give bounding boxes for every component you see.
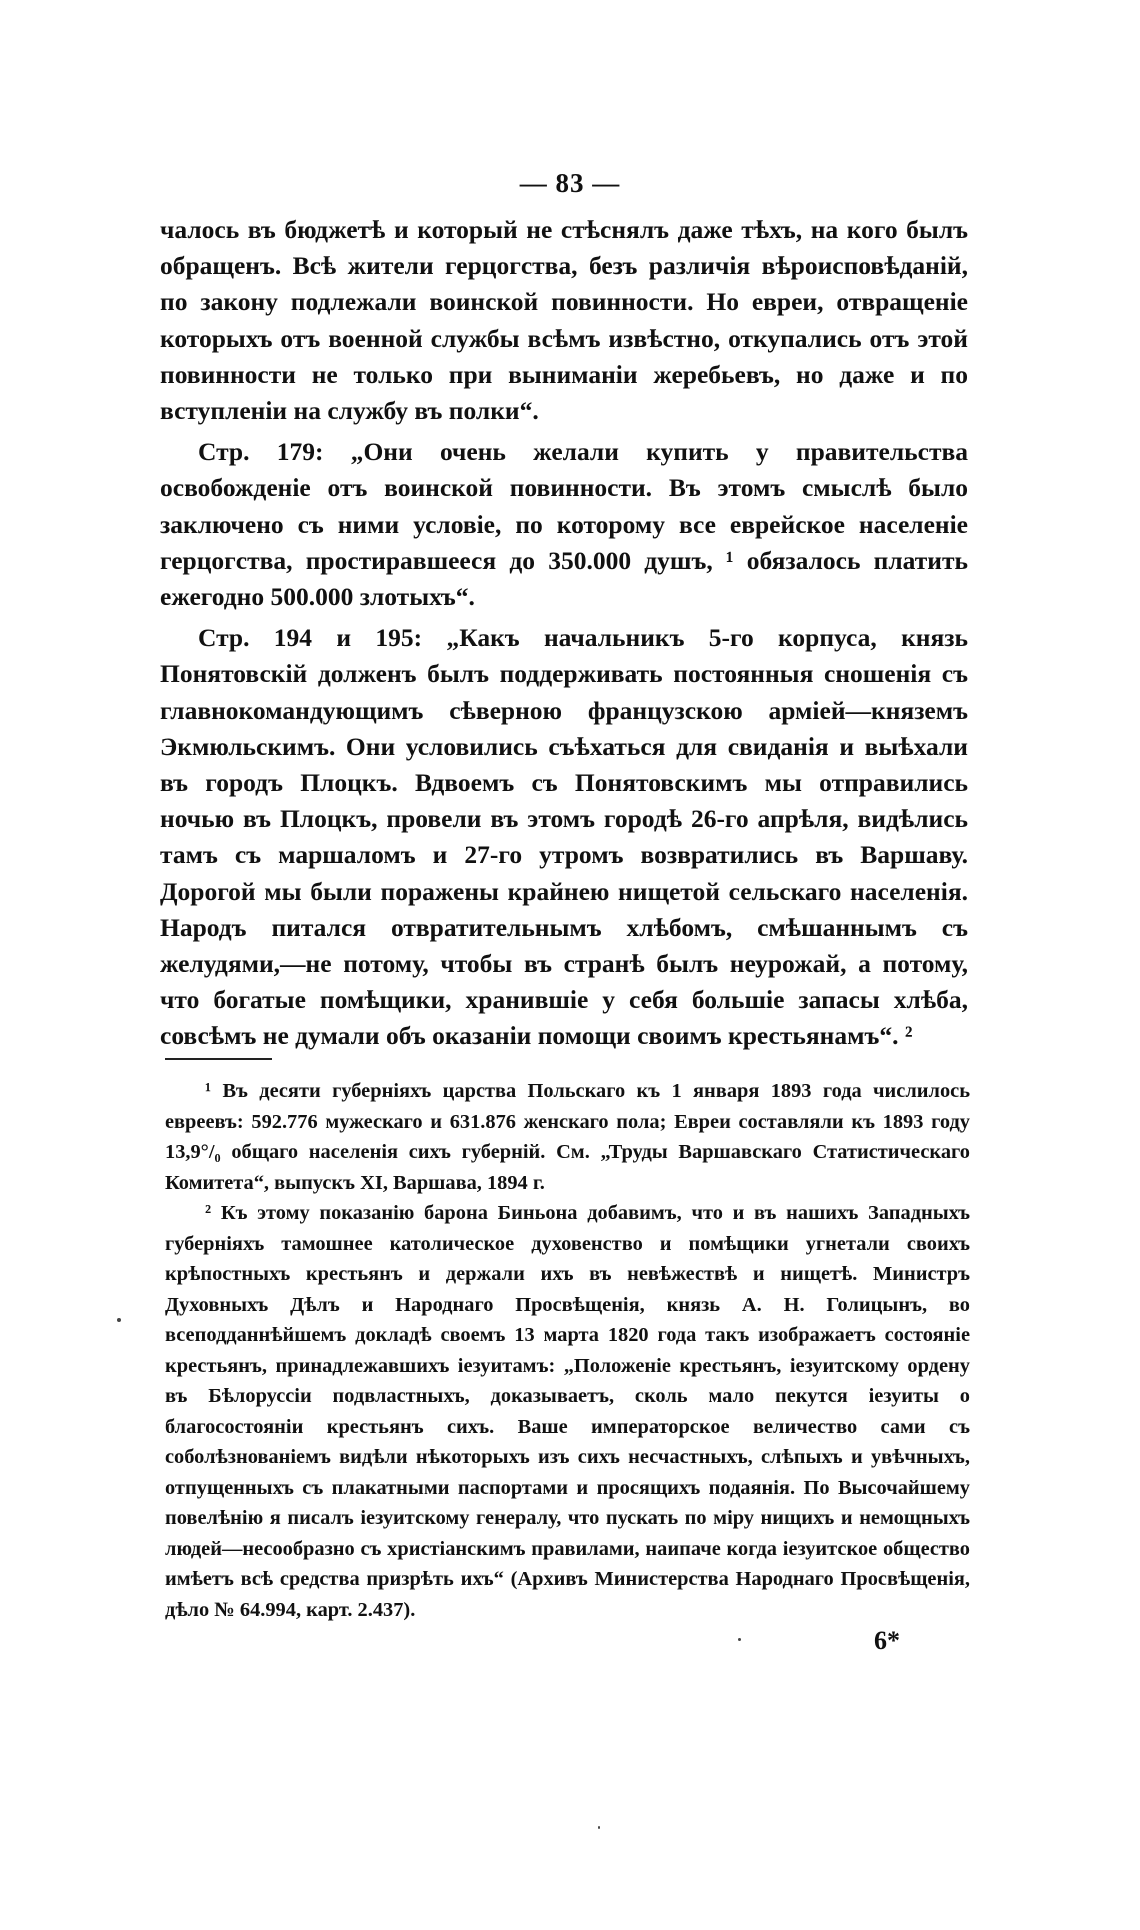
signature-mark: 6* — [874, 1626, 900, 1655]
paper-speck — [598, 1826, 600, 1829]
paragraph: Стр. 194 и 195: „Какъ начальникъ 5-го корпуса, князь Понятовскій долженъ былъ поддерживать постоянныя сношенія съ главнокомандующимъ сѣверною французскою арміей—княземъ Экмюльскимъ. Они условились съѣхаться для свиданія и выѣхали въ городъ Плоцкъ. Вдвоемъ съ Понятовскимъ мы отправились ночью въ Плоцкъ, провели въ этомъ городѣ 26-го апрѣля, видѣлись тамъ съ маршаломъ и 27-го утромъ возвратились въ Варшаву. Дорогой мы были поражены крайнею нищетой сельскаго населенія. Народъ питался отвратительнымъ хлѣбомъ, смѣшаннымъ съ желудями,—не потому, чтобы въ странѣ былъ неурожай, а потому, что богатые помѣщики, хранившіе у себя большіе запасы хлѣба, совсѣмъ не думали объ оказаніи помощи своимъ крестьянамъ“. ² — [160, 623, 968, 1051]
page-number: — 83 — — [519, 168, 621, 198]
footnote: ² Къ этому показанію барона Биньона добавимъ, что и въ нашихъ Западныхъ губерніяхъ тамошнее католическое духовенство и помѣщики угнетали своихъ крѣпостныхъ крестьянъ и держали ихъ въ невѣжествѣ и нищетѣ. Министръ Духовныхъ Дѣлъ и Народнаго Просвѣщенія, князь А. Н. Голицынъ, во всеподданнѣйшемъ докладѣ своемъ 13 марта 1820 года такъ изображаетъ состояніе крестьянъ, принадлежавшихъ іезуитамъ: „Положеніе крестьянъ, іезуитскому ордену въ Бѣлоруссіи подвластныхъ, доказываетъ, сколь мало пекутся іезуиты о благосостояніи крестьянъ сихъ. Ваше императорское величество сами съ соболѣзнованіемъ видѣли нѣкоторыхъ изъ сихъ несчастныхъ, слѣпыхъ и увѣчныхъ, отпущенныхъ съ плакатными паспортами и просящихъ подаянія. По Высочайшему повелѣнію я писалъ іезуитскому генералу, что пускать по міру нищихъ и немощныхъ людей—несообразно съ христіанскимъ правилами, наипаче когда іезуитское общество имѣетъ всѣ средства призрѣть ихъ“ (Архивъ Министерства Народнаго Просвѣщенія, дѣло № 64.994, карт. 2.437). — [165, 1202, 970, 1621]
main-text — [160, 212, 968, 1055]
paragraph: Стр. 179: „Они очень желали купить у правительства освобожденіе отъ воинской повинности. Въ этомъ смыслѣ было заключено съ ними условіе, по которому все еврейское населеніе герцогства, простиравшееся до 350.000 душъ, ¹ обязалось платить ежегодно 500.000 злотыхъ“. — [160, 437, 968, 612]
footnote: ¹ Въ десяти губерніяхъ царства Польскаго къ 1 января 1893 года числилось евреевъ: 592.776 мужескаго и 631.876 женскаго пола; Евреи составляли къ 1893 году 13,9°/₀ общаго населенія сихъ губерній. См. „Труды Варшавскаго Статистическаго Комитета“, выпускъ XI, Варшава, 1894 г. — [165, 1080, 970, 1194]
footnotes — [165, 1076, 970, 1625]
paper-speck — [117, 1318, 121, 1322]
footnote-divider — [165, 1058, 272, 1060]
paragraph: чалось въ бюджетѣ и который не стѣснялъ даже тѣхъ, на кого былъ обращенъ. Всѣ жители герцогства, безъ различія вѣроисповѣданій, по закону подлежали воинской повинности. Но евреи, отвращеніе которыхъ отъ военной службы всѣмъ извѣстно, откупались отъ этой повинности не только при выниманіи жеребьевъ, но даже и по вступленіи на службу въ полки“. — [160, 215, 968, 426]
paper-speck — [738, 1638, 741, 1641]
